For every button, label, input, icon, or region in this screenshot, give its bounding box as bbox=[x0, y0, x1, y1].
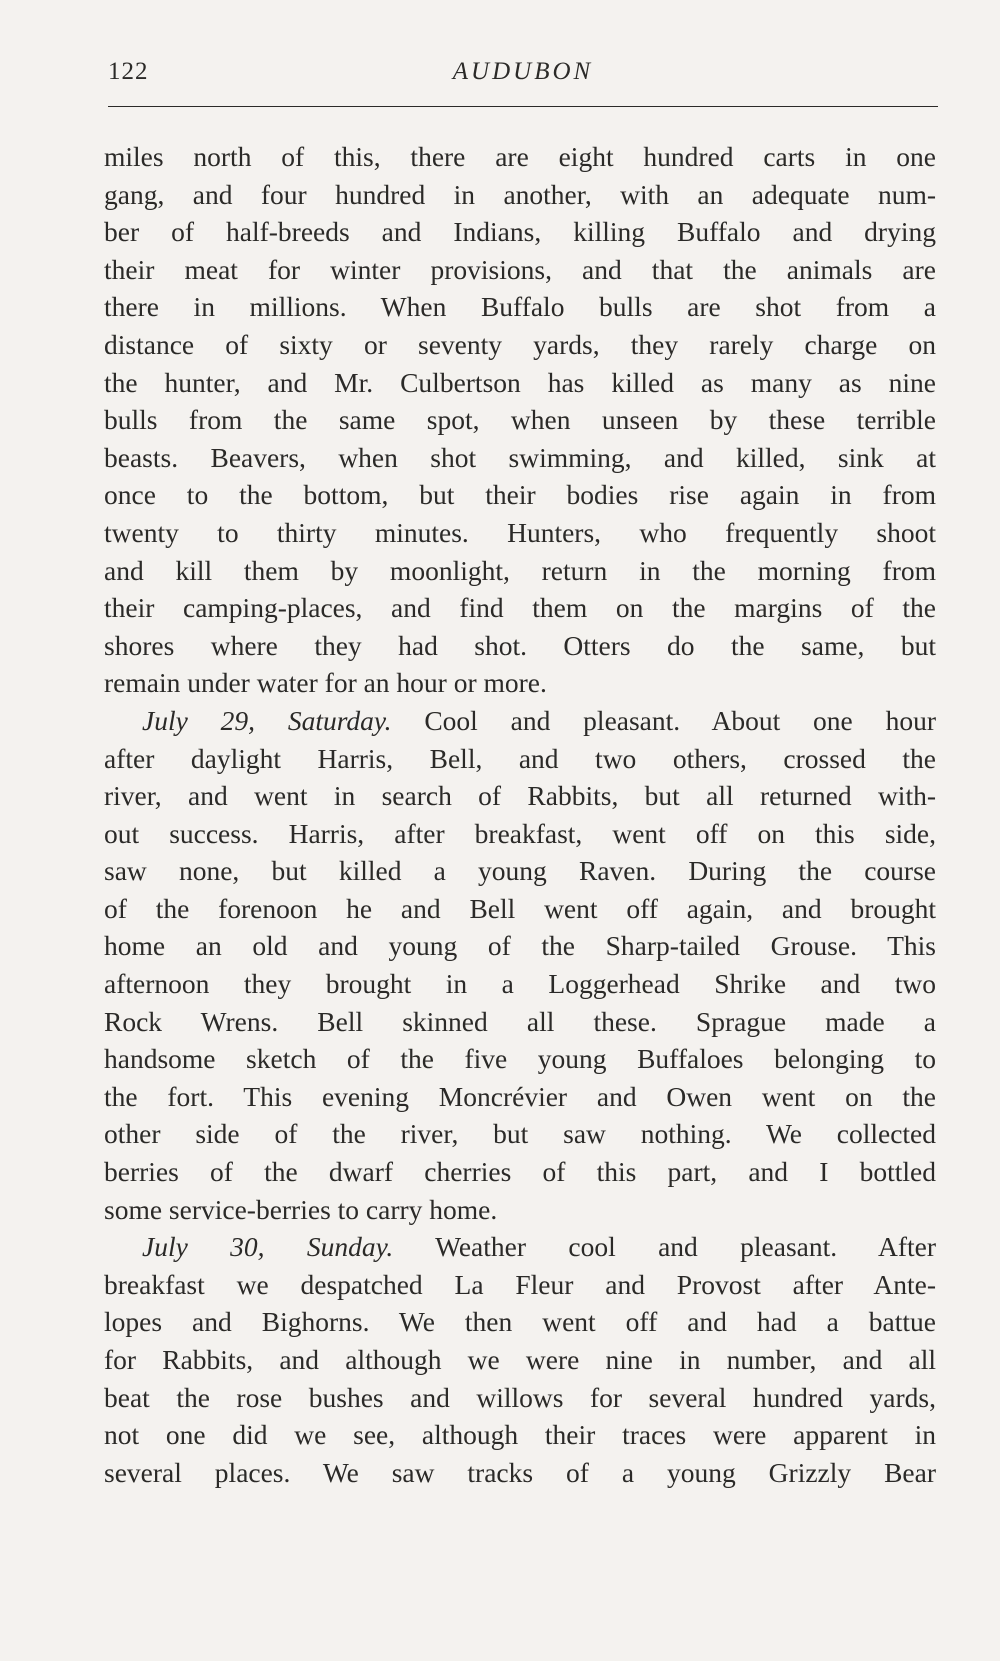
text-line: not one did we see, although their traces were apparent in bbox=[104, 1419, 936, 1451]
text-line: of the forenoon he and Bell went off again, and brought bbox=[104, 892, 936, 924]
text-line: remain under water for an hour or more. bbox=[104, 667, 547, 699]
text-line: beasts. Beavers, when shot swimming, and killed, sink at bbox=[104, 441, 936, 473]
body-text bbox=[104, 138, 936, 1491]
running-head bbox=[108, 58, 938, 98]
text-line: home an old and young of the Sharp-tailed Grouse. This bbox=[104, 930, 936, 962]
text-line: shores where they had shot. Otters do the same, but bbox=[104, 629, 936, 661]
text-line: other side of the river, but saw nothing. We collected bbox=[104, 1118, 936, 1150]
text-line: bulls from the same spot, when unseen by these terrible bbox=[104, 404, 936, 436]
text-line: miles north of this, there are eight hundred carts in one bbox=[104, 141, 936, 172]
text-line: twenty to thirty minutes. Hunters, who frequently shoot bbox=[104, 516, 936, 548]
text-line: lopes and Bighorns. We then went off and had a battue bbox=[104, 1306, 936, 1338]
text-line: berries of the dwarf cherries of this part, and I bottled bbox=[104, 1156, 936, 1188]
text-line: out success. Harris, after breakfast, went off on this side, bbox=[104, 817, 936, 849]
text-line: the fort. This evening Moncrévier and Owen went on the bbox=[104, 1080, 936, 1112]
entry-line: July 30, Sunday. Weather cool and pleasant. After bbox=[142, 1231, 936, 1263]
text-line: some service-berries to carry home. bbox=[104, 1193, 498, 1225]
entry-line: July 29, Saturday. Cool and pleasant. About one hour bbox=[142, 704, 936, 736]
text-line: once to the bottom, but their bodies rise again in from bbox=[104, 479, 936, 511]
text-line: saw none, but killed a young Raven. During the course bbox=[104, 855, 936, 887]
text-line: several places. We saw tracks of a young Grizzly Bear bbox=[104, 1456, 936, 1488]
text-line: ber of half-breeds and Indians, killing Buffalo and drying bbox=[104, 216, 936, 248]
text-line: and kill them by moonlight, return in the morning from bbox=[104, 554, 936, 586]
text-line: river, and went in search of Rabbits, but all returned with- bbox=[104, 780, 936, 812]
text-line: their meat for winter provisions, and that the animals are bbox=[104, 253, 936, 285]
text-line: handsome sketch of the five young Buffaloes belonging to bbox=[104, 1043, 936, 1075]
text-line: gang, and four hundred in another, with an adequate num- bbox=[104, 178, 936, 210]
text-line: distance of sixty or seventy yards, they rarely charge on bbox=[104, 328, 936, 360]
text-line: breakfast we despatched La Fleur and Provost after Ante- bbox=[104, 1268, 936, 1300]
text-line: their camping-places, and find them on the margins of the bbox=[104, 592, 936, 624]
page-number: 122 bbox=[108, 58, 149, 85]
entry-date: July 30, Sunday. bbox=[142, 1231, 394, 1263]
header-rule bbox=[108, 106, 938, 107]
text-line: for Rabbits, and although we were nine in number, and all bbox=[104, 1344, 936, 1375]
text-line: there in millions. When Buffalo bulls are shot from a bbox=[104, 291, 936, 323]
text-line: the hunter, and Mr. Culbertson has killed as many as nine bbox=[104, 366, 936, 398]
text-line: beat the rose bushes and willows for several hundred yards, bbox=[104, 1381, 936, 1413]
text-line: after daylight Harris, Bell, and two others, crossed the bbox=[104, 742, 936, 774]
text-line: afternoon they brought in a Loggerhead Shrike and two bbox=[104, 968, 936, 1000]
entry-date: July 29, Saturday. bbox=[142, 704, 392, 736]
text-line: Rock Wrens. Bell skinned all these. Sprague made a bbox=[104, 1005, 936, 1037]
running-title: AUDUBON bbox=[452, 58, 594, 85]
